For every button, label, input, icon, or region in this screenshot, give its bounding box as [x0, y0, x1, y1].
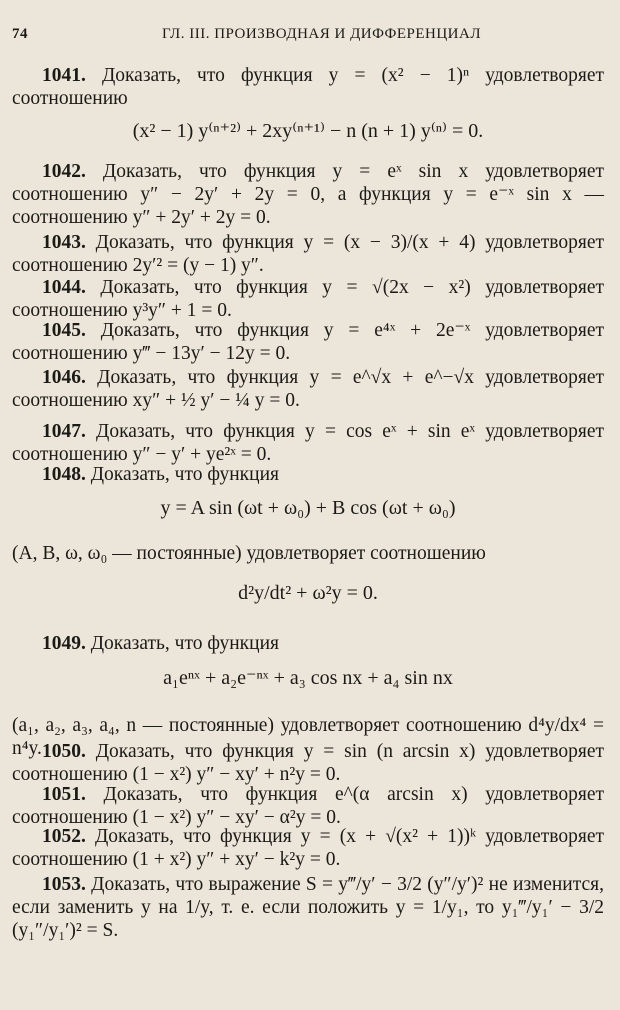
problem-1050 [12, 740, 604, 786]
problem-1047 [12, 420, 604, 466]
problem-number: 1051. [42, 784, 86, 805]
problem-text: Доказать, что функция y = e⁴ˣ + 2e⁻ˣ удовлетворяет соотношению y‴ − 13y′ − 12y = 0. [12, 320, 604, 364]
equation-1041: (x² − 1) y⁽ⁿ⁺²⁾ + 2xy⁽ⁿ⁺¹⁾ − n (n + 1) y⁽ⁿ⁾ = 0. [132, 120, 484, 142]
problem-number: 1043. [42, 232, 86, 253]
problem-text: Доказать, что функция [90, 633, 279, 654]
problem-1042 [12, 160, 604, 229]
problem-number: 1042. [42, 161, 86, 182]
problem-text: Доказать, что функция y = eˣ sin x удовлетворяет соотношению y″ − 2y′ + 2y = 0, а функция y = e⁻ˣ sin x — соотношению y″ + 2y′ + 2y = 0. [12, 161, 605, 228]
problem-number: 1053. [42, 874, 86, 895]
problem-1049 [12, 632, 604, 655]
problem-text: Доказать, что функция y = sin (n arcsin x) удовлетворяет соотношению (1 − x²) y″ − xy′ + n²y = 0. [12, 741, 605, 785]
problem-1048-continuation [12, 542, 604, 565]
problem-text: Доказать, что функция y = (x² − 1)ⁿ удовлетворяет соотношению [12, 65, 604, 109]
problem-1052 [12, 825, 604, 871]
problem-1041 [12, 64, 604, 110]
problem-text: Доказать, что функция [90, 464, 279, 485]
problem-number: 1047. [42, 421, 86, 442]
page-number: 74 [12, 26, 28, 42]
problem-number: 1052. [42, 826, 86, 847]
problem-1046 [12, 366, 604, 412]
equation-1048: y = A sin (ωt + ω₀) + B cos (ωt + ω₀) [160, 497, 456, 519]
problem-text: (a₁, a₂, a₃, a₄, n — постоянные) удовлетворяет соотношению d⁴y/dx⁴ = n⁴y. [12, 715, 604, 759]
problem-number: 1048. [42, 464, 86, 485]
problem-text: Доказать, что функция y = √(2x − x²) удовлетворяет соотношению y³y″ + 1 = 0. [12, 277, 604, 321]
page-header [12, 26, 608, 46]
problem-number: 1044. [42, 277, 86, 298]
problem-1048 [12, 463, 604, 486]
problem-number: 1049. [42, 633, 86, 654]
problem-text: Доказать, что функция e^(α arcsin x) удовлетворяет соотношению (1 − x²) y″ − xy′ − α²y = 0. [12, 784, 605, 828]
problem-1043 [12, 231, 604, 277]
problem-text: Доказать, что выражение S = y‴/y′ − 3/2 (y″/y′)² не изменится, если заменить y на 1/y, т. е. если положить y = 1/y₁, то y₁‴/y₁′ − 3/2 (y₁″/y₁′)² = S. [12, 874, 604, 941]
problem-1045 [12, 319, 604, 365]
problem-1053 [12, 873, 604, 942]
problem-text: Доказать, что функция y = (x + √(x² + 1))ᵏ удовлетворяет соотношению (1 + x²) y″ + xy′ − k²y = 0. [12, 826, 604, 870]
problem-text: (A, B, ω, ω₀ — постоянные) удовлетворяет соотношению [12, 543, 486, 564]
problem-text: Доказать, что функция y = cos eˣ + sin eˣ удовлетворяет соотношению y″ − y′ + ye²ˣ = 0. [12, 421, 605, 465]
problem-number: 1045. [42, 320, 86, 341]
problem-text: Доказать, что функция y = (x − 3)/(x + 4) удовлетворяет соотношению 2y′² = (y − 1) y″. [12, 232, 605, 276]
problem-1051 [12, 783, 604, 829]
problem-text: Доказать, что функция y = e^√x + e^−√x удовлетворяет соотношению xy″ + ½ y′ − ¼ y = 0. [12, 367, 605, 411]
equation-1049: a₁eⁿˣ + a₂e⁻ⁿˣ + a₃ cos nx + a₄ sin nx [163, 667, 453, 689]
problem-number: 1046. [42, 367, 86, 388]
chapter-title: ГЛ. III. ПРОИЗВОДНАЯ И ДИФФЕРЕНЦИАЛ [162, 26, 482, 42]
equation-1048-second: d²y/dt² + ω²y = 0. [238, 582, 378, 604]
problem-number: 1050. [42, 741, 86, 762]
problem-number: 1041. [42, 65, 86, 86]
problem-1044 [12, 276, 604, 322]
